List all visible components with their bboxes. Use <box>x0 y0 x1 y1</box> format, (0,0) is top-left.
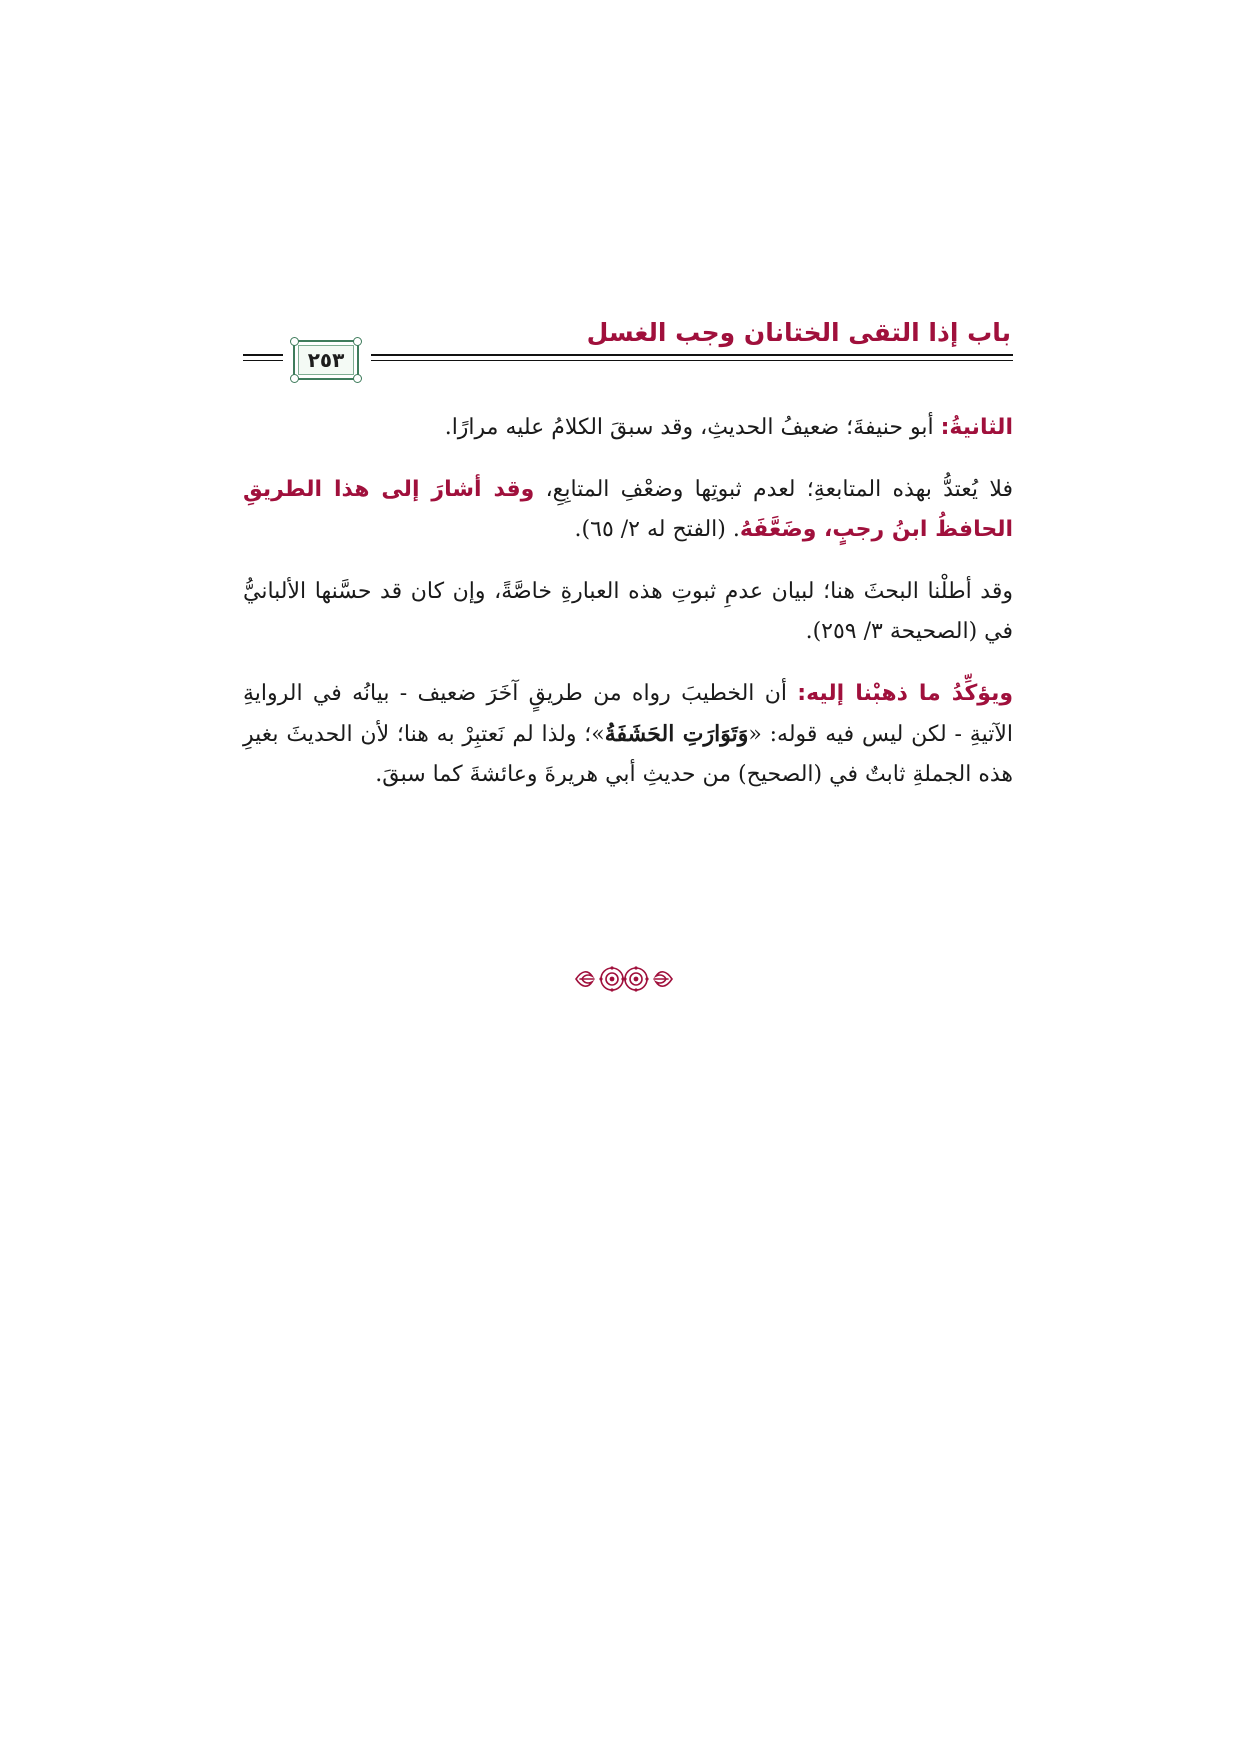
header-rule-right-thin <box>371 360 1013 361</box>
page-number-badge <box>293 340 359 380</box>
badge-corner-icon <box>353 374 362 383</box>
paragraph-4 <box>243 674 1013 795</box>
header-rule-right-thick <box>371 354 1013 356</box>
paragraph-1 <box>243 408 1013 448</box>
paragraph-3 <box>243 572 1013 652</box>
paragraph-3-text: وقد أطلْنا البحثَ هنا؛ لبيان عدمِ ثبوتِ هذه العبارةِ خاصَّةً، وإن كان قد حسَّنها الألبانيُّ في (الصحيحة ٣/ ٢٥٩). <box>243 579 1013 644</box>
paragraph-1-text: أبو حنيفةَ؛ ضعيفُ الحديثِ، وقد سبقَ الكلامُ عليه مرارًا. <box>444 415 941 440</box>
paragraph-1-lead: الثانيةُ: <box>940 415 1013 440</box>
paragraph-2-text-2: . (الفتح له ٢/ ٦٥). <box>574 517 740 542</box>
header-rule-left-thin <box>243 360 283 361</box>
page-number: ٢٥٣ <box>307 348 345 372</box>
badge-corner-icon <box>290 337 299 346</box>
paragraph-4-text-2: »؛ ولذا لم نَعتبِرْ به هنا؛ لأن الحديثَ بغيرِ هذه الجملةِ ثابتٌ في (الصحيح) من حديثِ أبي هريرةَ وعائشةَ كما سبقَ. <box>243 722 1013 787</box>
chapter-title: باب إذا التقى الختانان وجب الغسل <box>586 318 1011 347</box>
hadith-quote: وَتَوَارَتِ الحَشَفَةُ <box>604 721 749 747</box>
paragraph-2 <box>243 470 1013 550</box>
header-rule-left-thick <box>243 354 283 356</box>
paragraph-4-text-1: أن الخطيبَ رواه من طريقٍ آخَرَ ضعيف - بيانُه في الروايةِ الآتيةِ - لكن ليس فيه قوله: « <box>243 681 1013 747</box>
paragraph-4-lead: ويؤكِّدُ ما ذهبْنا إليه: <box>797 681 1014 706</box>
badge-corner-icon <box>290 374 299 383</box>
running-header <box>243 316 1013 386</box>
page-body <box>243 408 1013 817</box>
badge-corner-icon <box>353 337 362 346</box>
paragraph-2-text-1: فلا يُعتدُّ بهذه المتابعةِ؛ لعدم ثبوتِها وضعْفِ المتابِعِ، <box>534 477 1013 502</box>
paragraph-2-highlight: وقد أشارَ إلى هذا الطريقِ الحافظُ ابنُ رجبٍ، وضَعَّفَهُ <box>243 477 1013 542</box>
floral-divider-icon <box>572 962 676 996</box>
